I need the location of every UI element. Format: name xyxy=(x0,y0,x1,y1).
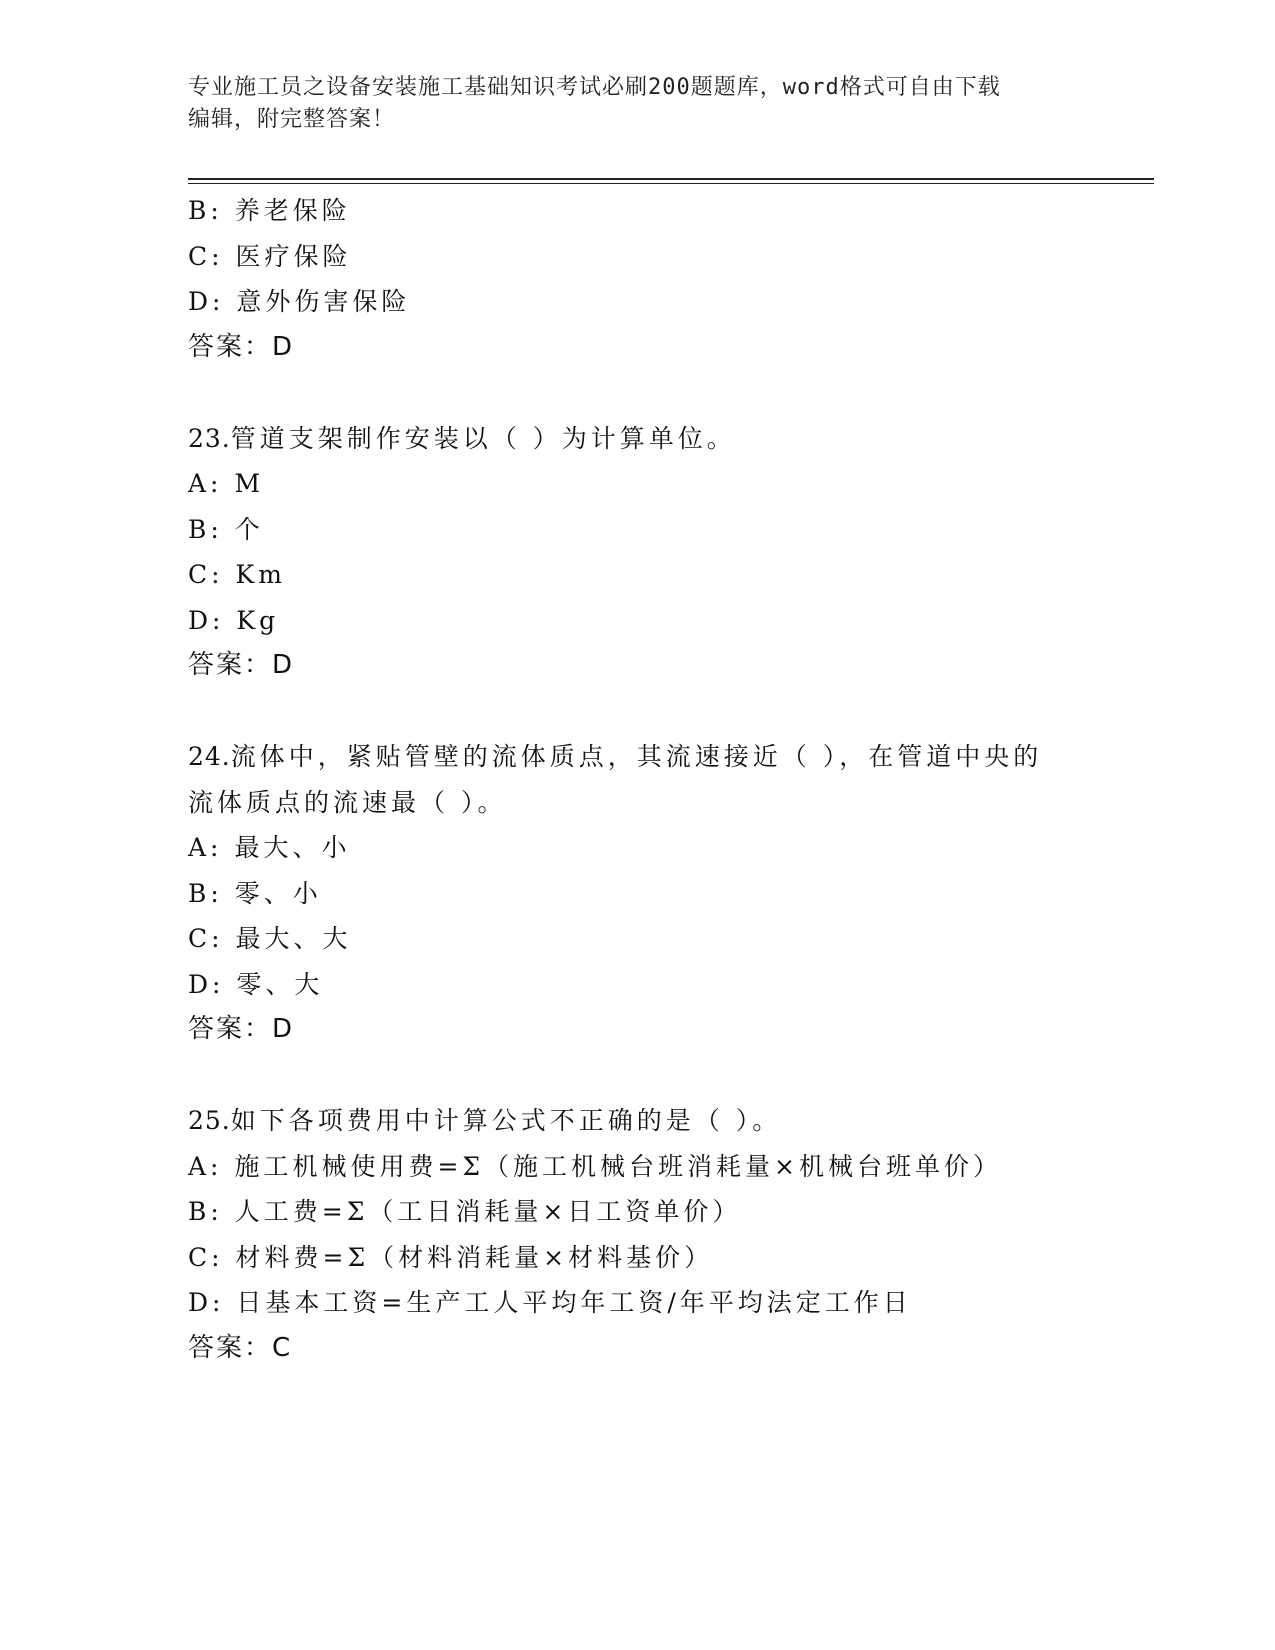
option-b xyxy=(188,871,1088,917)
option-label: B: xyxy=(188,1197,223,1226)
option-b xyxy=(188,507,1088,553)
question-24 xyxy=(188,734,1088,1053)
option-label: B: xyxy=(188,878,223,908)
spacer xyxy=(188,370,1088,416)
spacer xyxy=(188,689,1088,735)
header-divider-thin xyxy=(188,183,1154,184)
question-23 xyxy=(188,416,1088,689)
question-text: 如下各项费用中计算公式不正确的是（ ）。 xyxy=(230,1106,782,1135)
option-label: C: xyxy=(188,560,224,589)
answer-line: 答案：C xyxy=(188,1332,293,1363)
question-stem-continued: 流体质点的流速最（ ）。 xyxy=(188,787,507,817)
option-text: 日基本工资=生产工人平均年工资/年平均法定工作日 xyxy=(236,1288,912,1317)
option-text: 施工机械使用费=Σ（施工机械台班消耗量×机械台班单价） xyxy=(234,1151,1003,1181)
option-text: M xyxy=(234,469,265,498)
option-c xyxy=(188,234,1088,280)
option-text: 最大、小 xyxy=(234,833,351,862)
option-label: B: xyxy=(188,196,223,225)
option-label: D: xyxy=(188,287,225,316)
option-c xyxy=(188,916,1088,962)
question-stem xyxy=(188,1098,1088,1144)
option-label: C: xyxy=(188,241,224,271)
option-label: C: xyxy=(188,924,224,953)
question-number: 25. xyxy=(188,1106,231,1135)
document-header xyxy=(188,72,1088,136)
option-text: 零、大 xyxy=(236,969,324,999)
question-text: 管道支架制作安装以（ ）为计算单位。 xyxy=(230,423,736,453)
question-text: 流体中，紧贴管壁的流体质点，其流速接近（ ），在管道中央的 xyxy=(230,742,1043,771)
option-text: 意外伤害保险 xyxy=(236,287,411,316)
answer-line: 答案：D xyxy=(188,650,295,680)
question-stem xyxy=(188,416,1088,462)
option-a xyxy=(188,1144,1088,1190)
option-c xyxy=(188,1235,1088,1281)
option-text: 零、小 xyxy=(234,878,322,908)
header-title-line-2: 编辑，附完整答案！ xyxy=(188,107,396,132)
question-25 xyxy=(188,1098,1088,1371)
question-22-tail xyxy=(188,188,1088,370)
option-text: 医疗保险 xyxy=(235,241,352,271)
option-a xyxy=(188,825,1088,871)
option-b xyxy=(188,1189,1088,1235)
answer-line: 答案：D xyxy=(188,1014,295,1044)
option-text: 养老保险 xyxy=(234,196,351,225)
spacer xyxy=(188,1053,1088,1099)
option-label: A: xyxy=(188,833,223,862)
option-text: Km xyxy=(235,560,286,589)
option-label: D: xyxy=(188,1288,225,1317)
header-divider-thick xyxy=(188,178,1154,180)
option-d xyxy=(188,962,1088,1008)
question-number: 23. xyxy=(188,423,231,453)
option-text: Kg xyxy=(236,605,280,635)
option-c xyxy=(188,552,1088,598)
question-number: 24. xyxy=(188,742,231,771)
option-label: D: xyxy=(188,605,225,635)
option-d xyxy=(188,1280,1088,1326)
option-label: D: xyxy=(188,969,225,999)
option-label: A: xyxy=(188,469,223,498)
option-label: A: xyxy=(188,1151,223,1181)
question-list xyxy=(188,188,1088,1371)
option-d xyxy=(188,279,1088,325)
option-label: C: xyxy=(188,1242,224,1272)
question-stem xyxy=(188,734,1088,780)
option-a xyxy=(188,461,1088,507)
answer-line: 答案：D xyxy=(188,331,295,362)
option-label: B: xyxy=(188,514,223,544)
option-text: 材料费=Σ（材料消耗量×材料基价） xyxy=(235,1242,714,1272)
option-text: 个 xyxy=(234,514,264,544)
header-title-line-1: 专业施工员之设备安装施工基础知识考试必刷200题题库，word格式可自由下载 xyxy=(188,75,1001,100)
option-b xyxy=(188,188,1088,234)
option-text: 人工费=Σ（工日消耗量×日工资单价） xyxy=(234,1197,742,1226)
option-d xyxy=(188,598,1088,644)
option-text: 最大、大 xyxy=(235,924,352,953)
